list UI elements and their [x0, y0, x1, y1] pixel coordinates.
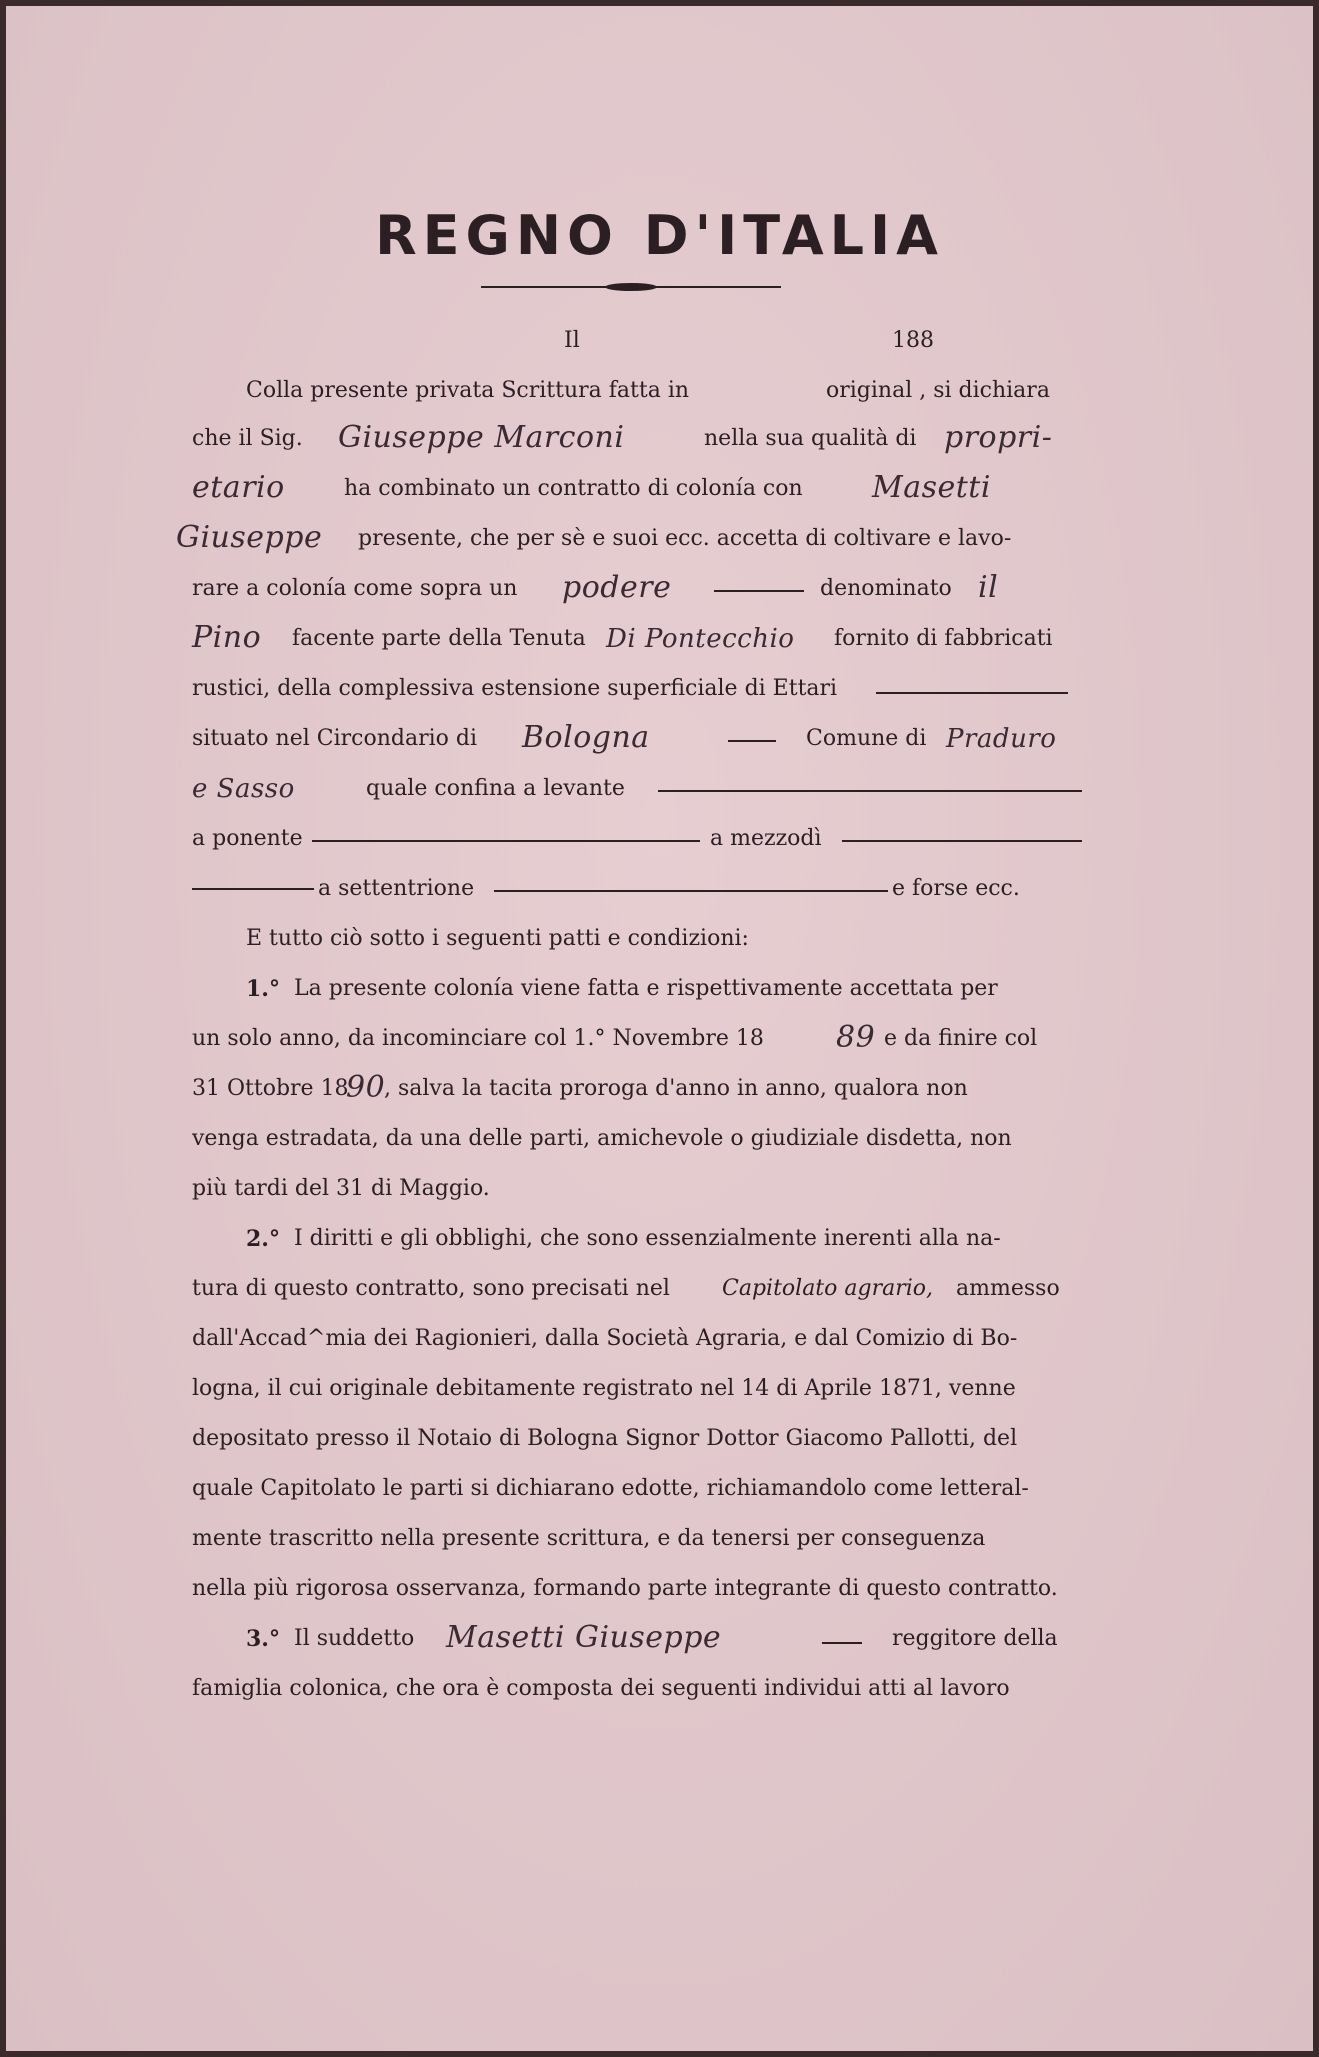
- header-il: Il: [564, 328, 580, 353]
- text: situato nel Circondario di: [192, 726, 477, 751]
- text: nella più rigorosa osservanza, formando parte integrante di questo contratto.: [192, 1576, 1058, 1601]
- blank-rule: [876, 692, 1068, 694]
- handwritten-text: propri-: [944, 420, 1053, 455]
- article-1-line: [6, 968, 1313, 1012]
- handwritten-year: 89: [836, 1020, 876, 1055]
- blank-rule: [728, 740, 776, 742]
- text-line: [6, 418, 1313, 462]
- blank-rule: [714, 590, 804, 592]
- blank-rule: [822, 1642, 862, 1644]
- blank-rule: [842, 840, 1082, 842]
- text: quale Capitolato le parti si dichiarano edotte, richiamandolo come letteral-: [192, 1476, 1029, 1501]
- text: a settentrione: [318, 876, 475, 901]
- handwritten-name: Masetti Giuseppe: [446, 1620, 722, 1655]
- handwritten-name: Giuseppe Marconi: [338, 420, 625, 455]
- handwritten-year: 90: [346, 1070, 386, 1105]
- article-2-line: [6, 1468, 1313, 1512]
- text: più tardi del 31 di Maggio.: [192, 1176, 490, 1201]
- blank-rule: [192, 888, 314, 890]
- text: a mezzodì: [710, 826, 822, 851]
- text-line: [6, 568, 1313, 612]
- text: presente, che per sè e suoi ecc. accetta di coltivare e lavo-: [358, 526, 1012, 551]
- blank-rule: [658, 790, 1082, 792]
- text: dall'Accad^mia dei Ragionieri, dalla Società Agraria, e dal Comizio di Bo-: [192, 1326, 1018, 1351]
- article-1-line: [6, 1168, 1313, 1212]
- text-line: [6, 718, 1313, 762]
- article-2-line: [6, 1418, 1313, 1462]
- handwritten-text: il: [978, 570, 999, 605]
- blank-rule: [312, 840, 700, 842]
- text-line: [6, 370, 1313, 414]
- article-3-line: [6, 1618, 1313, 1662]
- document-page: [6, 6, 1313, 2051]
- text: rustici, della complessiva estensione superficiale di Ettari: [192, 676, 838, 701]
- text: depositato presso il Notaio di Bologna Signor Dottor Giacomo Pallotti, del: [192, 1426, 1018, 1451]
- text-line: [6, 468, 1313, 512]
- text-line: [6, 918, 1313, 962]
- article-1-line: [6, 1118, 1313, 1162]
- text: Comune di: [806, 726, 927, 751]
- article-3-line: [6, 1668, 1313, 1712]
- text: famiglia colonica, che ora è composta dei seguenti individui atti al lavoro: [192, 1676, 1010, 1701]
- text: ha combinato un contratto di colonía con: [344, 476, 803, 501]
- title-ornament: [481, 282, 781, 292]
- text-line: [6, 518, 1313, 562]
- article-number: 2.°: [246, 1226, 280, 1252]
- article-2-line: [6, 1218, 1313, 1262]
- text: Colla presente privata Scrittura fatta in: [246, 378, 690, 403]
- text: denominato: [820, 576, 952, 601]
- document-title: REGNO D'ITALIA: [375, 204, 944, 267]
- text: nella sua qualità di: [704, 426, 917, 451]
- handwritten-text: etario: [192, 470, 285, 505]
- handwritten-name: Masetti: [872, 470, 991, 505]
- text: I diritti e gli obblighi, che sono essenzialmente inerenti alla na-: [294, 1226, 1001, 1251]
- text: tura di questo contratto, sono precisati nel: [192, 1276, 670, 1301]
- handwritten-text: e Sasso: [192, 774, 295, 804]
- handwritten-name: Giuseppe: [176, 520, 323, 555]
- handwritten-text: Bologna: [522, 720, 650, 755]
- text: ammesso: [956, 1276, 1060, 1301]
- text: un solo anno, da incominciare col 1.° Novembre 18: [192, 1026, 764, 1051]
- text-line: [6, 618, 1313, 662]
- handwritten-text: Praduro: [946, 724, 1057, 754]
- header-year: 188: [892, 328, 934, 353]
- handwritten-text: Di Pontecchio: [606, 624, 795, 654]
- text: venga estradata, da una delle parti, amichevole o giudiziale disdetta, non: [192, 1126, 1012, 1151]
- article-2-line: [6, 1568, 1313, 1612]
- text: e forse ecc.: [892, 876, 1020, 901]
- text: a ponente: [192, 826, 303, 851]
- text: e da finire col: [884, 1026, 1038, 1051]
- text: logna, il cui originale debitamente registrato nel 14 di Aprile 1871, venne: [192, 1376, 1016, 1401]
- article-1-line: [6, 1068, 1313, 1112]
- text: E tutto ciò sotto i seguenti patti e condizioni:: [246, 926, 749, 951]
- article-2-line: [6, 1268, 1313, 1312]
- text: , salva la tacita proroga d'anno in anno, qualora non: [384, 1076, 968, 1101]
- header-line: [6, 320, 1313, 364]
- article-2-line: [6, 1518, 1313, 1562]
- text: mente trascritto nella presente scrittura, e da tenersi per conseguenza: [192, 1526, 986, 1551]
- text: che il Sig.: [192, 426, 303, 451]
- text: facente parte della Tenuta: [292, 626, 586, 651]
- handwritten-text: podere: [562, 570, 672, 605]
- article-number: 1.°: [246, 976, 280, 1002]
- blank-rule: [494, 890, 888, 892]
- article-2-line: [6, 1318, 1313, 1362]
- text-italic: Capitolato agrario,: [722, 1276, 934, 1301]
- handwritten-text: Pino: [192, 620, 262, 655]
- article-2-line: [6, 1368, 1313, 1412]
- text: original , si dichiara: [826, 378, 1050, 403]
- text: La presente colonía viene fatta e rispettivamente accettata per: [294, 976, 998, 1001]
- text: fornito di fabbricati: [834, 626, 1053, 651]
- text: 31 Ottobre 18: [192, 1076, 349, 1101]
- article-number: 3.°: [246, 1626, 280, 1652]
- text: quale confina a levante: [366, 776, 625, 801]
- text: Il suddetto: [294, 1626, 415, 1651]
- text: rare a colonía come sopra un: [192, 576, 518, 601]
- text: reggitore della: [892, 1626, 1058, 1651]
- text-line: [6, 668, 1313, 712]
- article-1-line: [6, 1018, 1313, 1062]
